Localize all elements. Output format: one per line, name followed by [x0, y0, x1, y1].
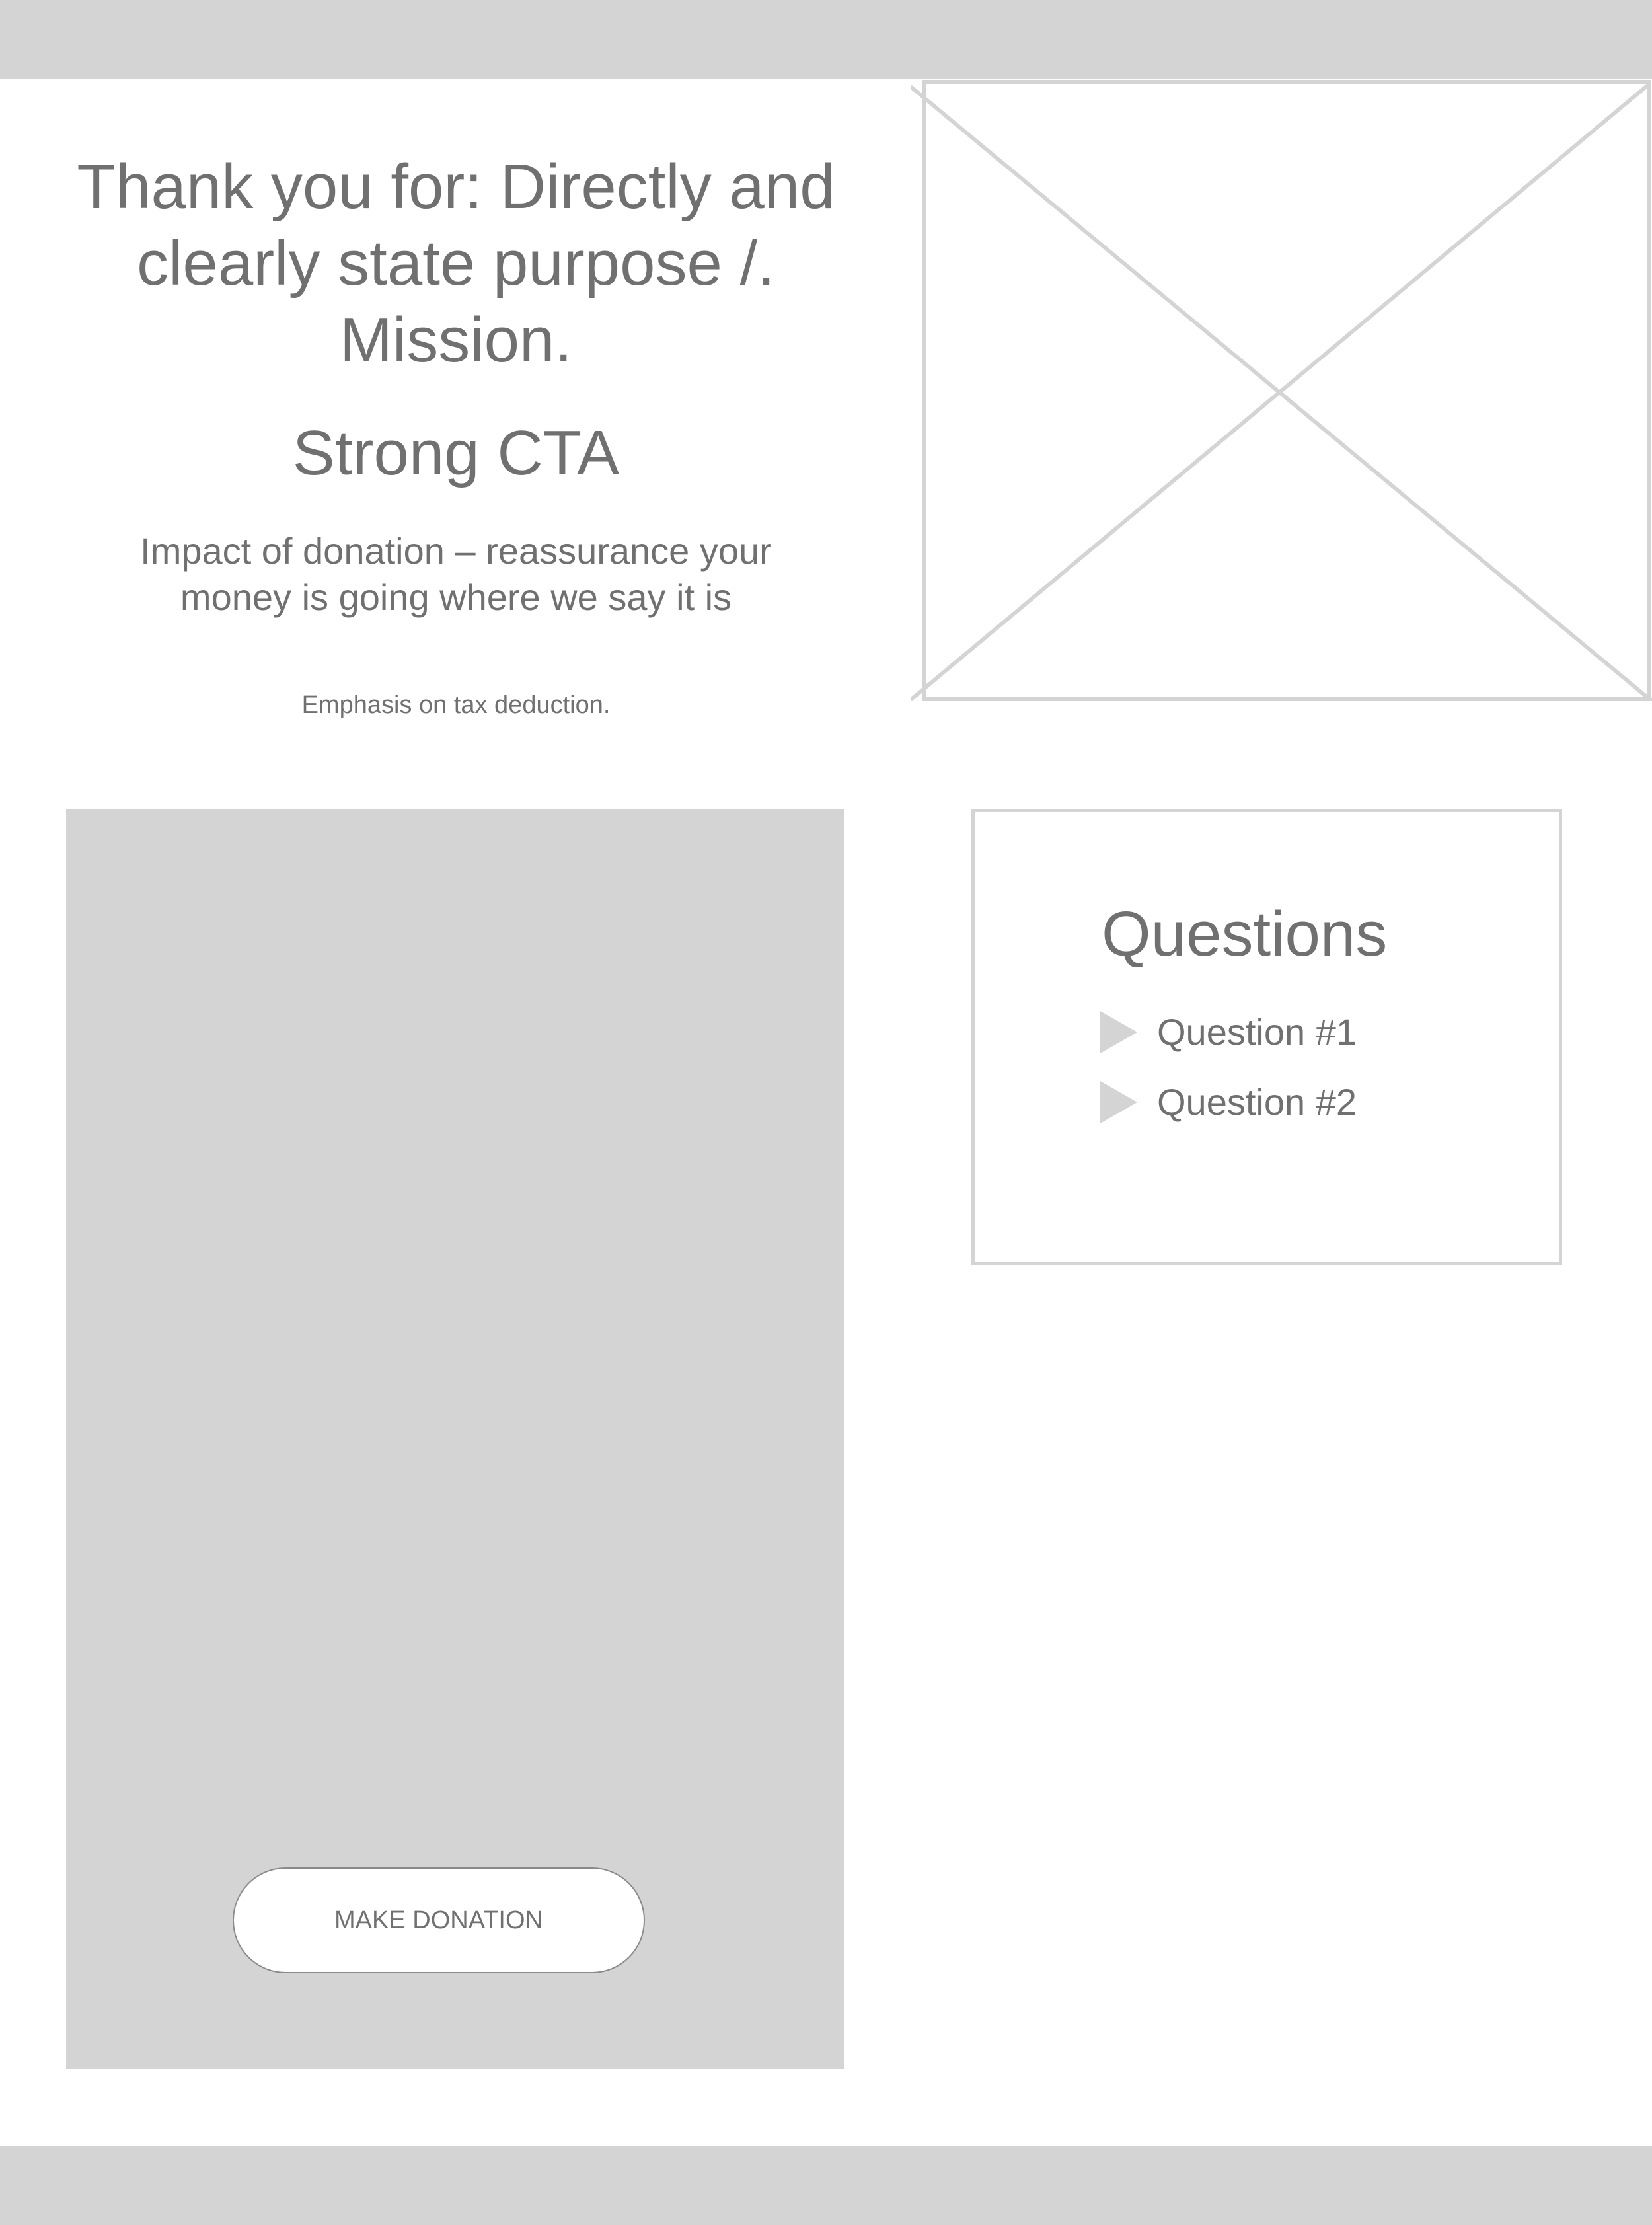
- tax-deduction-note: Emphasis on tax deduction.: [301, 691, 611, 719]
- question-label: Question #1: [1157, 1011, 1357, 1053]
- hero-section: [66, 149, 846, 721]
- page-headline: Thank you for: Directly and clearly state purpose /. Mission.: [77, 151, 835, 375]
- triangle-right-icon: [1100, 1011, 1137, 1053]
- impact-text: Impact of donation – reassurance your money is going where we say it is: [140, 530, 772, 618]
- questions-title: Questions: [1102, 899, 1388, 969]
- donation-form-placeholder: [66, 809, 844, 2069]
- image-placeholder-icon: [911, 79, 1652, 701]
- triangle-right-icon: [1100, 1081, 1137, 1123]
- header-bar: [0, 0, 1652, 79]
- question-list: [1100, 997, 1357, 1137]
- cta-heading: Strong CTA: [292, 418, 620, 488]
- question-label: Question #2: [1157, 1081, 1357, 1123]
- hero-image-placeholder: [911, 79, 1652, 701]
- question-item-1[interactable]: [1100, 997, 1357, 1067]
- question-item-2[interactable]: [1100, 1067, 1357, 1137]
- questions-panel: [971, 809, 1562, 1265]
- make-donation-button[interactable]: MAKE DONATION: [233, 1867, 645, 1973]
- footer-bar: [0, 2146, 1652, 2225]
